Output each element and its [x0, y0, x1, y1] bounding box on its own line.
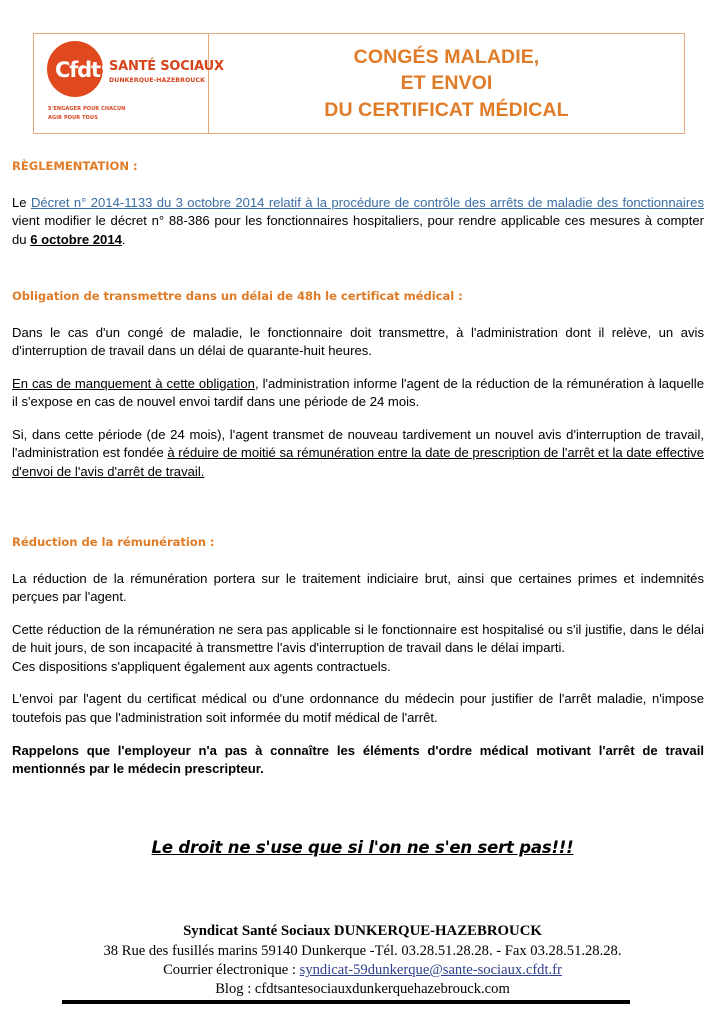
- slogan-text: Le droit ne s'use que si l'on ne s'en sert pas!!!: [151, 838, 574, 857]
- paragraph-reduction-4: L'envoi par l'agent du certificat médical ou d'une ordonnance du médecin pour justifier de l'arrêt maladie, n'impose toutefois pas que l'administration soit informée du motif médical de l'arrêt.: [12, 691, 704, 725]
- footer-organization: Syndicat Santé Sociaux DUNKERQUE-HAZEBROUCK: [183, 923, 542, 939]
- text-lead: Si, dans cette période (de 24 mois), l'agent transmet de nouveau tardivement un nouvel avis d'interruption de travail, l'administration est fondée: [12, 426, 704, 461]
- header-logo-cell: [34, 34, 224, 133]
- page-title-line-2: ET ENVOI: [400, 72, 493, 95]
- footer-email-label: Courrier électronique :: [163, 962, 300, 979]
- paragraph-obligation-2: [12, 375, 704, 412]
- footer-email-line: [0, 961, 725, 980]
- document-body: [12, 160, 704, 779]
- paragraph-obligation-3: [12, 426, 704, 482]
- footer-email-link[interactable]: syndicat-59dunkerque@sante-sociaux.cfdt.fr: [299, 962, 562, 979]
- document-header-box: [33, 33, 685, 134]
- spacer: [12, 412, 704, 426]
- text-mid: vient modifier le décret n° 88-386 pour les fonctionnaires hospitaliers, pour rendre applicable ces mesures à compter du: [12, 213, 704, 248]
- manquement-underlined: En cas de manquement à cette obligation: [12, 375, 255, 391]
- logo-tagline-line-2: AGIR POUR TOUS: [48, 114, 98, 121]
- heading-reglementation: RÈGLEMENTATION :: [12, 159, 138, 173]
- heading-obligation: Obligation de transmettre dans un délai de 48h le certificat médical :: [12, 288, 463, 303]
- spacer: [12, 482, 704, 522]
- slogan-block: [0, 838, 725, 858]
- spacer: [12, 361, 704, 375]
- logo-brand-name: SANTÉ SOCIAUX: [109, 58, 224, 74]
- cfdt-logo-mark-icon: [47, 41, 108, 97]
- reduction-moitie-underlined: à réduire de moitié sa rémunération entre la date de prescription de l'arrêt et la date effective d'envoi de l'avis d'arrêt de travail.: [12, 445, 704, 480]
- spacer: [12, 174, 704, 194]
- paragraph-reduction-5-bold: Rappelons que l'employeur n'a pas à connaître les éléments d'ordre médical motivant l'arrêt de travail mentionnés par le médecin prescripteur.: [12, 742, 704, 777]
- decret-link-part-1[interactable]: Décret n° 2014-1133 du 3 octobre 2014 relatif à la procédure de: [30, 194, 410, 210]
- footer-divider-rule: [62, 1000, 630, 1004]
- page-title-line-1: CONGÉS MALADIE,: [353, 46, 540, 69]
- spacer: [12, 550, 704, 570]
- paragraph-reduction-3: Ces dispositions s'appliquent également aux agents contractuels.: [12, 658, 391, 674]
- logo-tagline-line-1: S'ENGAGER POUR CHACUN: [48, 106, 126, 112]
- text-lead: Le: [12, 194, 31, 210]
- paragraph-reglementation-1: [12, 194, 704, 250]
- decret-link-part-2[interactable]: contrôle des arrêts de maladie des fonctionnaires: [409, 194, 705, 210]
- page-title-line-3: DU CERTIFICAT MÉDICAL: [324, 98, 569, 121]
- heading-reduction: Réduction de la rémunération :: [12, 534, 215, 549]
- paragraph-reduction-1: La réduction de la rémunération portera sur le traitement indiciaire brut, ainsi que certaines primes et indemnités perçues par l'agent.: [12, 570, 704, 605]
- footer-blog: Blog : cfdtsantesociauxdunkerquehazebrouck.com: [215, 981, 510, 998]
- text-rest: , l'administration informe l'agent de la réduction de la rémunération à laquelle il s'expose en cas de nouvel envoi tardif dans une période de 24 mois.: [12, 375, 704, 410]
- footer-address: 38 Rue des fusillés marins 59140 Dunkerque -Tél. 03.28.51.28.28. - Fax 03.28.51.28.28.: [103, 942, 622, 959]
- spacer: [12, 676, 704, 690]
- paragraph-obligation-1: Dans le cas d'un congé de maladie, le fonctionnaire doit transmettre, à l'administration dont il relève, un avis d'interruption de travail dans un délai de quarante-huit heures.: [12, 324, 704, 359]
- header-title-cell: [209, 34, 684, 133]
- logo-brand-region: DUNKERQUE-HAZEBROUCK: [109, 76, 205, 84]
- document-footer: [0, 922, 725, 1000]
- paragraph-reduction-2: Cette réduction de la rémunération ne sera pas applicable si le fonctionnaire est hospitalisé ou s'il justifie, dans le délai de huit jours, de son incapacité à transmettre l'avis d'interruption de travail dans le délai imparti.: [12, 621, 704, 656]
- spacer: [12, 522, 704, 536]
- spacer: [12, 728, 704, 742]
- cfdt-logo: [43, 38, 224, 134]
- spacer: [12, 250, 704, 290]
- effective-date: 6 octobre 2014: [30, 232, 122, 248]
- text-tail: .: [121, 232, 126, 248]
- spacer: [12, 607, 704, 621]
- logo-brand-block: [109, 58, 224, 84]
- spacer: [12, 304, 704, 324]
- logo-tagline: [48, 105, 125, 122]
- cfdt-logo-mark-text: Cfdt:: [54, 57, 108, 82]
